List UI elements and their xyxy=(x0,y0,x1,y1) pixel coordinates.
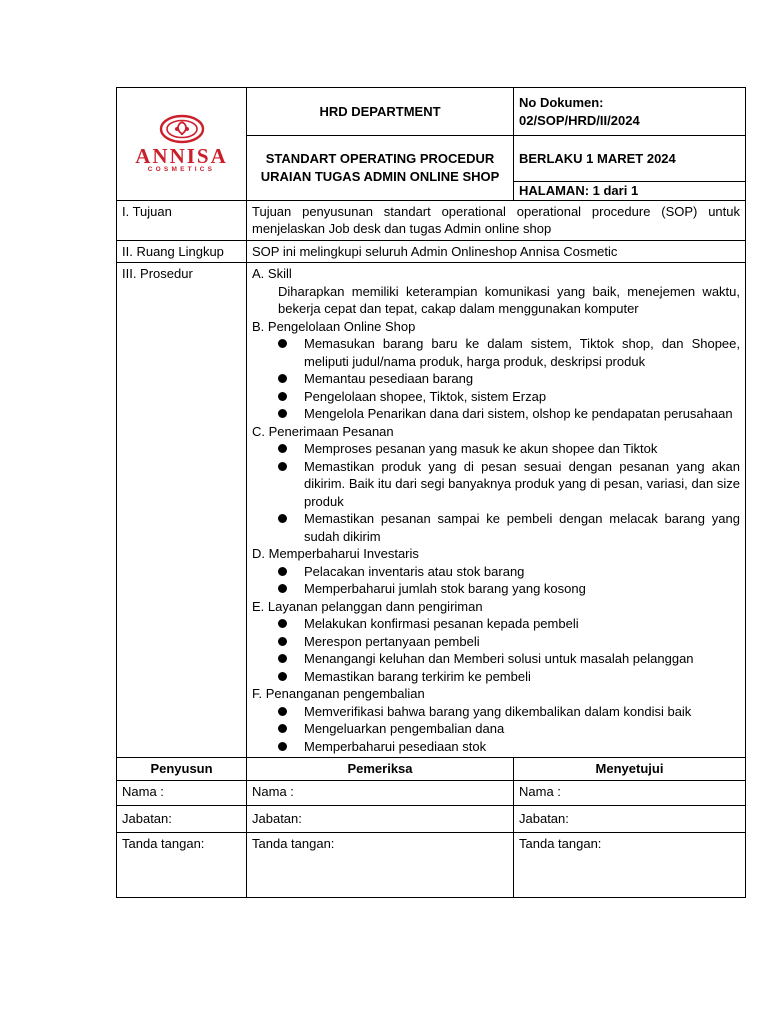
doc-number-value: 02/SOP/HRD/II/2024 xyxy=(519,112,640,128)
section-title: C. Penerimaan Pesanan xyxy=(252,423,394,439)
bullet-list xyxy=(252,703,740,756)
bullet-dot-icon xyxy=(278,514,287,523)
list-item: Memastikan pesanan sampai ke pembeli dengan melacak barang yang sudah dikirim xyxy=(252,510,740,545)
section-title: E. Layanan pelanggan dann pengiriman xyxy=(252,598,483,614)
bullet-list xyxy=(252,563,740,598)
list-item: Memasukan barang baru ke dalam sistem, Tiktok shop, dan Shopee, meliputi judul/nama produk, harga produk, deskripsi produk xyxy=(252,335,740,370)
title-line-2: URAIAN TUGAS ADMIN ONLINE SHOP xyxy=(260,168,500,184)
bullet-dot-icon xyxy=(278,339,287,348)
list-item: Memastikan barang terkirim ke pembeli xyxy=(252,668,740,686)
logo-cell xyxy=(117,88,247,201)
sop-table xyxy=(116,87,746,898)
title-cell xyxy=(247,136,514,201)
bullet-dot-icon xyxy=(278,374,287,383)
bullet-dot-icon xyxy=(278,637,287,646)
section-title: B. Pengelolaan Online Shop xyxy=(252,318,416,334)
list-item: Memastikan produk yang di pesan sesuai dengan pesanan yang akan dikirim. Baik itu dari segi banyaknya produk yang di pesan, variasi, dan size produk xyxy=(252,458,740,511)
pemeriksa-header: Pemeriksa xyxy=(247,758,514,781)
bullet-dot-icon xyxy=(278,724,287,733)
bullet-list xyxy=(252,440,740,545)
list-item: Menangangi keluhan dan Memberi solusi untuk masalah pelanggan xyxy=(252,650,740,668)
bullet-dot-icon xyxy=(278,672,287,681)
list-item: Mengelola Penarikan dana dari sistem, olshop ke pendapatan perusahaan xyxy=(252,405,740,423)
tujuan-text: Tujuan penyusunan standart operational operational procedure (SOP) untuk menjelaskan Job desk dan tugas Admin online shop xyxy=(247,200,746,240)
logo-brand-text: ANNISA xyxy=(135,143,228,168)
sop-document xyxy=(116,87,745,898)
list-item: Merespon pertanyaan pembeli xyxy=(252,633,740,651)
bullet-dot-icon xyxy=(278,654,287,663)
skill-title: A. Skill xyxy=(252,266,292,281)
penyusun-header: Penyusun xyxy=(117,758,247,781)
page-cell xyxy=(514,182,746,201)
doc-number-label: No Dokumen: xyxy=(519,95,604,110)
list-item: Memverifikasi bahwa barang yang dikembalikan dalam kondisi baik xyxy=(252,703,740,721)
bullet-dot-icon xyxy=(278,567,287,576)
bullet-dot-icon xyxy=(278,409,287,418)
title-line-1: STANDART OPERATING PROCEDUR xyxy=(265,151,495,167)
list-item: Memperbaharui jumlah stok barang yang kosong xyxy=(252,580,740,598)
tanda-tangan-field: Tanda tangan: xyxy=(514,832,746,897)
list-item: Memproses pesanan yang masuk ke akun shopee dan Tiktok xyxy=(252,440,740,458)
tujuan-label: I. Tujuan xyxy=(117,200,247,240)
section-title: D. Memperbaharui Investaris xyxy=(252,546,419,561)
list-item: Pelacakan inventaris atau stok barang xyxy=(252,563,740,581)
bullet-dot-icon xyxy=(278,392,287,401)
bullet-dot-icon xyxy=(278,462,287,471)
menyetujui-header: Menyetujui xyxy=(514,758,746,781)
bullet-dot-icon xyxy=(278,707,287,716)
bullet-dot-icon xyxy=(278,584,287,593)
logo-sub-text: COSMETICS xyxy=(147,165,216,173)
jabatan-field: Jabatan: xyxy=(247,805,514,832)
ruang-lingkup-text: SOP ini melingkupi seluruh Admin Onlineshop Annisa Cosmetic xyxy=(247,240,746,263)
list-item: Memantau pesediaan barang xyxy=(252,370,740,388)
bullet-list xyxy=(252,335,740,423)
department-cell xyxy=(247,88,514,136)
bullet-dot-icon xyxy=(278,444,287,453)
annisa-emblem-icon xyxy=(159,114,205,144)
department-title: HRD DEPARTMENT xyxy=(319,103,441,119)
page-number: HALAMAN: 1 dari 1 xyxy=(519,183,639,198)
prosedur-label: III. Prosedur xyxy=(117,263,247,758)
list-item: Memperbaharui pesediaan stok xyxy=(252,738,740,756)
bullet-list xyxy=(252,615,740,685)
list-item: Melakukan konfirmasi pesanan kepada pembeli xyxy=(252,615,740,633)
list-item: Pengelolaan shopee, Tiktok, sistem Erzap xyxy=(252,388,740,406)
section-title: F. Penanganan pengembalian xyxy=(252,686,425,701)
nama-field: Nama : xyxy=(247,780,514,805)
ruang-lingkup-label: II. Ruang Lingkup xyxy=(117,240,247,263)
doc-number-cell xyxy=(514,88,746,136)
company-logo xyxy=(117,114,246,174)
bullet-dot-icon xyxy=(278,619,287,628)
jabatan-field: Jabatan: xyxy=(514,805,746,832)
nama-field: Nama : xyxy=(514,780,746,805)
effective-date-cell xyxy=(514,136,746,182)
tanda-tangan-field: Tanda tangan: xyxy=(117,832,247,897)
skill-text: Diharapkan memiliki keterampian komunikasi yang baik, menejemen waktu, bekerja cepat dan tepat, cakap dalam menggunakan komputer xyxy=(278,283,740,316)
prosedur-content xyxy=(247,263,746,758)
bullet-dot-icon xyxy=(278,742,287,751)
list-item: Mengeluarkan pengembalian dana xyxy=(252,720,740,738)
tanda-tangan-field: Tanda tangan: xyxy=(247,832,514,897)
nama-field: Nama : xyxy=(117,780,247,805)
effective-date: BERLAKU 1 MARET 2024 xyxy=(519,150,676,166)
jabatan-field: Jabatan: xyxy=(117,805,247,832)
